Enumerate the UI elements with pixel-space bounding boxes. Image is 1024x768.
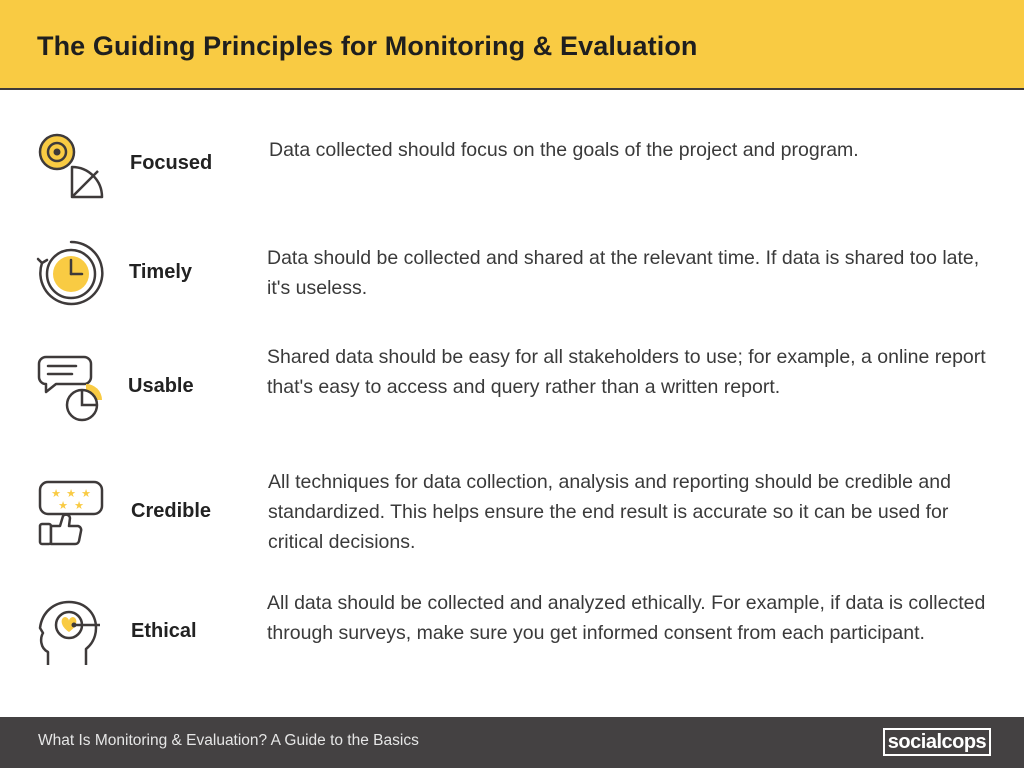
footer-caption: What Is Monitoring & Evaluation? A Guide to the Basics bbox=[38, 732, 419, 749]
page-title: The Guiding Principles for Monitoring & Evaluation bbox=[37, 31, 698, 61]
principle-description: Data collected should focus on the goals of the project and program. bbox=[269, 139, 859, 161]
svg-text:★: ★ bbox=[74, 499, 84, 512]
svg-text:★: ★ bbox=[66, 487, 76, 500]
header-banner bbox=[0, 0, 1024, 90]
principle-description: Shared data should be easy for all stakeholders to use; for example, a online report that's easy to access and query rather than a written report. bbox=[267, 346, 986, 398]
principle-description: Data should be collected and shared at the relevant time. If data is shared too late, it's useless. bbox=[267, 247, 980, 299]
socialcops-logo: socialcops bbox=[883, 728, 991, 756]
principle-label: Usable bbox=[128, 375, 194, 397]
principle-label: Credible bbox=[131, 500, 212, 522]
thumbs-up-rating-icon bbox=[36, 478, 106, 548]
chat-chart-icon bbox=[36, 352, 106, 422]
target-icon bbox=[36, 130, 106, 200]
footer-bar bbox=[0, 717, 1024, 768]
principle-label: Focused bbox=[130, 152, 213, 174]
svg-text:★: ★ bbox=[58, 499, 68, 512]
principle-description: All techniques for data collection, analysis and reporting should be credible and standardized. This helps ensure the end result is accurate so it can be used for critical decisions. bbox=[268, 471, 951, 553]
clock-icon bbox=[36, 239, 106, 309]
principle-label: Ethical bbox=[131, 620, 197, 642]
principle-label: Timely bbox=[129, 261, 192, 283]
svg-text:★: ★ bbox=[51, 487, 61, 500]
svg-text:★: ★ bbox=[81, 487, 91, 500]
head-heart-icon bbox=[36, 598, 106, 668]
principle-description: All data should be collected and analyzed ethically. For example, if data is collected through surveys, make sure you get informed consent from each participant. bbox=[267, 592, 986, 644]
